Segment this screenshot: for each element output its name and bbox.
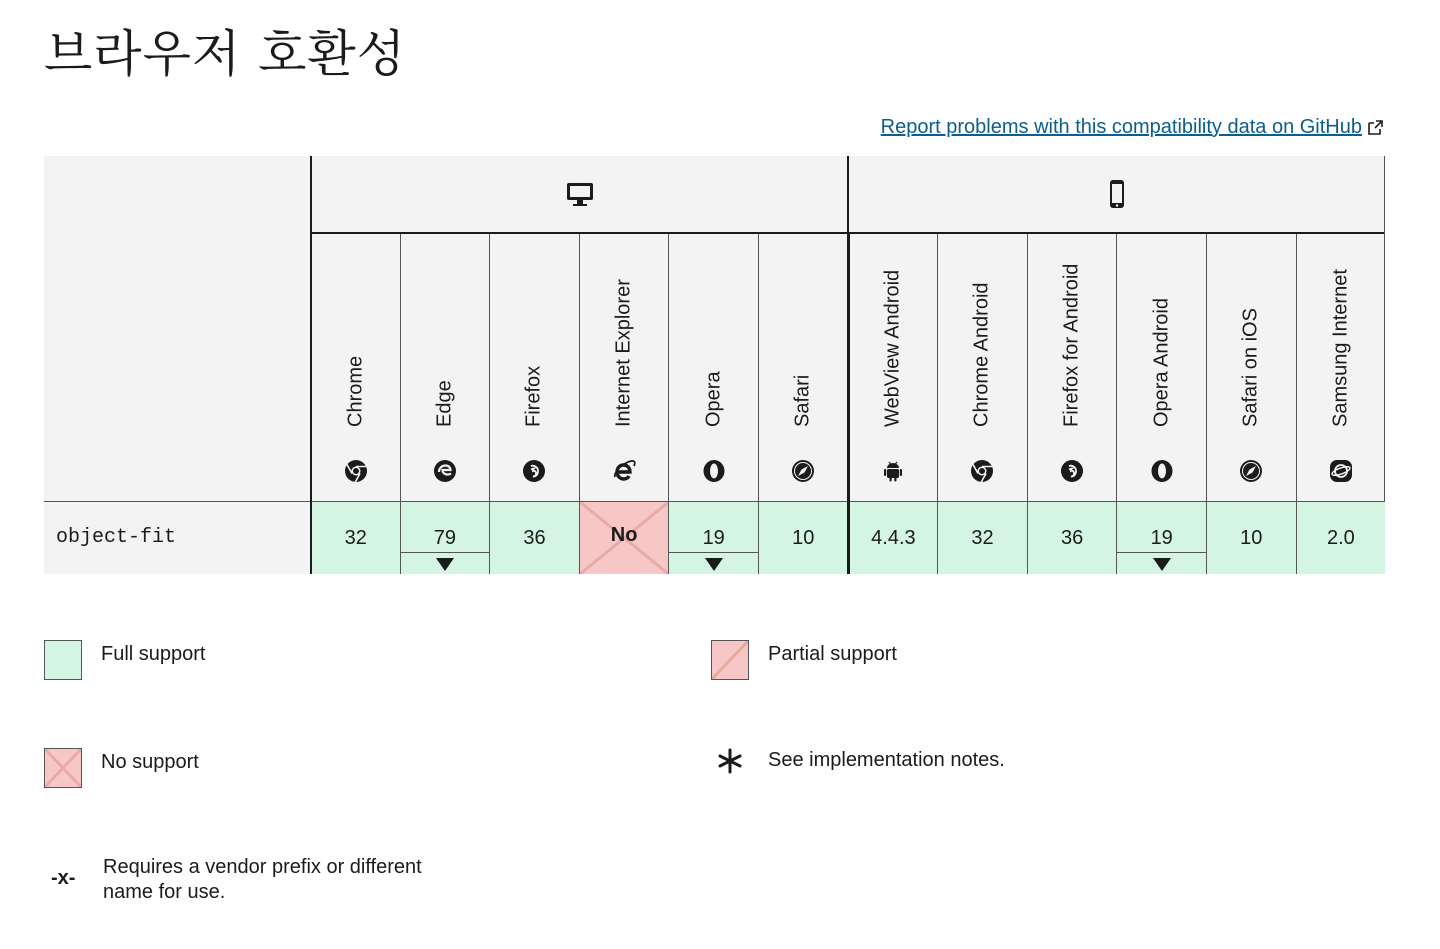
browser-name: Opera Android	[1150, 298, 1173, 427]
support-version: No	[610, 524, 638, 546]
desktop-icon	[565, 179, 595, 209]
support-version: 2.0	[1326, 527, 1355, 549]
support-cell-opera[interactable]	[668, 502, 758, 574]
browser-name: Samsung Internet	[1329, 269, 1352, 427]
browser-header-firefox	[489, 234, 579, 502]
prefix-label-line1: Requires a vendor prefix or different	[103, 856, 422, 878]
support-cell-samsung-internet[interactable]	[1296, 502, 1386, 574]
support-version: 32	[344, 527, 367, 549]
triangle-down-icon	[1153, 558, 1171, 571]
browser-name: Internet Explorer	[612, 279, 635, 427]
chrome-icon	[344, 459, 368, 483]
support-version: 32	[971, 527, 994, 549]
mobile-group	[847, 156, 1385, 234]
support-cell-safari[interactable]	[758, 502, 848, 574]
notes-toggle[interactable]	[401, 552, 490, 575]
support-version: 19	[702, 527, 725, 549]
browser-header-firefox-for-android	[1027, 234, 1117, 502]
browser-name: WebView Android	[881, 269, 904, 427]
compat-table	[44, 156, 1385, 574]
mobile-icon	[1102, 179, 1132, 209]
opera-icon	[1150, 459, 1174, 483]
browser-name: Safari on iOS	[1239, 308, 1262, 427]
partial-support-swatch	[711, 640, 749, 680]
support-version: 36	[1060, 527, 1084, 549]
prefix-label-line2: name for use.	[103, 881, 226, 903]
notes-label: See implementation notes.	[768, 749, 1005, 771]
browser-header-edge	[400, 234, 490, 502]
asterisk-icon	[717, 748, 743, 774]
edge-icon	[433, 459, 457, 483]
triangle-down-icon	[436, 558, 454, 571]
support-cell-chrome-android[interactable]	[937, 502, 1027, 574]
feature-name[interactable]: object-fit	[56, 526, 177, 549]
partial-support-label: Partial support	[768, 643, 897, 665]
browser-header-webview-android	[848, 234, 938, 502]
samsung-icon	[1329, 459, 1353, 483]
support-version: 10	[1240, 527, 1263, 549]
android-icon	[881, 459, 905, 483]
notes-toggle[interactable]	[669, 552, 758, 575]
support-version: 4.4.3	[871, 527, 916, 549]
no-support-swatch	[44, 748, 82, 788]
opera-icon	[702, 459, 726, 483]
browser-header-safari	[758, 234, 848, 502]
support-version: 19	[1150, 527, 1173, 549]
no-support-label: No support	[101, 751, 199, 773]
support-cell-chrome[interactable]	[310, 502, 400, 574]
browser-header-chrome	[310, 234, 400, 502]
triangle-down-icon	[705, 558, 723, 571]
desktop-group	[310, 156, 848, 234]
support-cell-opera-android[interactable]	[1116, 502, 1206, 574]
browser-name: Chrome	[344, 355, 367, 427]
browser-header-chrome-android	[937, 234, 1027, 502]
report-problems-link[interactable]	[881, 116, 1384, 139]
browser-header-opera	[668, 234, 758, 502]
browser-header-opera-android	[1116, 234, 1206, 502]
support-version: 10	[792, 527, 815, 549]
support-version: 36	[523, 527, 546, 549]
safari-icon	[1239, 459, 1263, 483]
support-cell-edge[interactable]	[400, 502, 490, 574]
full-support-label: Full support	[101, 643, 206, 665]
browser-header-samsung-internet	[1296, 234, 1386, 502]
support-cell-firefox[interactable]	[489, 502, 579, 574]
chrome-icon	[970, 459, 994, 483]
ie-icon	[612, 459, 636, 483]
external-link-icon	[1366, 119, 1384, 137]
safari-icon	[791, 459, 815, 483]
firefox-icon	[1060, 459, 1084, 483]
browser-header-safari-on-ios	[1206, 234, 1296, 502]
browser-name: Firefox	[522, 365, 545, 427]
browser-name: Firefox for Android	[1060, 263, 1083, 427]
browser-name: Edge	[433, 380, 456, 427]
notes-toggle[interactable]	[1117, 552, 1206, 575]
support-cell-safari-on-ios[interactable]	[1206, 502, 1296, 574]
browser-name: Chrome Android	[970, 282, 993, 427]
browser-name: Safari	[791, 374, 814, 427]
browser-name: Opera	[702, 371, 725, 427]
firefox-icon	[522, 459, 546, 483]
full-support-swatch	[44, 640, 82, 680]
page-title: 브라우저 호환성	[44, 25, 406, 83]
report-problems-label: Report problems with this compatibility data on GitHub	[880, 116, 1362, 138]
browser-header-internet-explorer	[579, 234, 669, 502]
support-version: 79	[433, 527, 457, 549]
support-cell-webview-android[interactable]	[848, 502, 938, 574]
prefix-symbol: -x-	[51, 867, 76, 889]
support-cell-firefox-for-android[interactable]	[1027, 502, 1117, 574]
prefix-label	[103, 855, 422, 905]
support-cell-internet-explorer[interactable]	[579, 502, 669, 574]
